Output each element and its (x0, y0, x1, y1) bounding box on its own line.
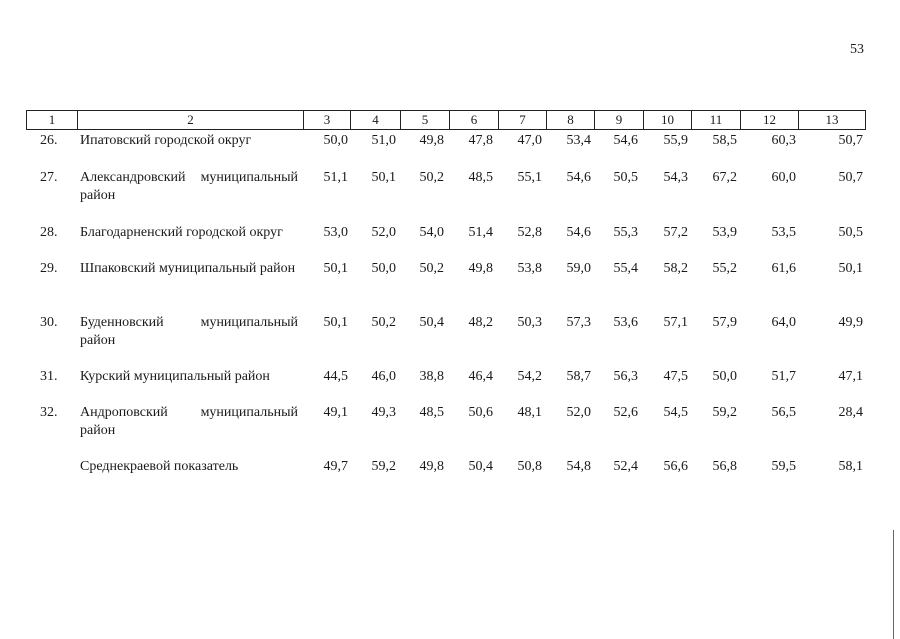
value-cell: 53,5 (771, 225, 796, 240)
value-cell: 53,4 (566, 133, 591, 148)
value-cell: 49,1 (323, 405, 348, 420)
value-cell: 50,5 (838, 225, 863, 240)
value-cell: 50,2 (371, 315, 396, 330)
value-cell: 50,1 (323, 315, 348, 330)
header-cell: 5 (401, 111, 450, 130)
value-cell: 53,9 (712, 225, 737, 240)
value-cell: 55,1 (517, 170, 542, 185)
value-cell: 50,8 (517, 459, 542, 474)
row-number: 27. (40, 170, 58, 185)
value-cell: 51,0 (371, 133, 396, 148)
value-cell: 59,5 (771, 459, 796, 474)
value-cell: 55,3 (613, 225, 638, 240)
value-cell: 54,6 (566, 170, 591, 185)
value-cell: 52,0 (566, 405, 591, 420)
value-cell: 59,0 (566, 261, 591, 276)
district-name: Андроповский муниципальный район (80, 405, 298, 438)
value-cell: 51,4 (468, 225, 493, 240)
value-cell: 49,8 (419, 459, 444, 474)
value-cell: 52,4 (613, 459, 638, 474)
value-cell: 48,2 (468, 315, 493, 330)
district-name: Ипатовский городской округ (80, 133, 252, 148)
value-cell: 50,7 (838, 170, 863, 185)
value-cell: 46,0 (371, 369, 396, 384)
value-cell: 57,3 (566, 315, 591, 330)
value-cell: 49,7 (323, 459, 348, 474)
row-number: 30. (40, 315, 58, 330)
value-cell: 50,3 (517, 315, 542, 330)
value-cell: 50,2 (419, 261, 444, 276)
value-cell: 55,4 (613, 261, 638, 276)
row-number: 31. (40, 369, 58, 384)
value-cell: 59,2 (371, 459, 396, 474)
header-cell: 2 (78, 111, 304, 130)
value-cell: 50,4 (419, 315, 444, 330)
district-name: Благодарненский городской округ (80, 225, 283, 240)
value-cell: 50,0 (712, 369, 737, 384)
value-cell: 49,8 (468, 261, 493, 276)
value-cell: 52,8 (517, 225, 542, 240)
header-cell: 10 (644, 111, 692, 130)
value-cell: 49,9 (838, 315, 863, 330)
row-number: 26. (40, 133, 58, 148)
value-cell: 54,6 (566, 225, 591, 240)
value-cell: 28,4 (838, 405, 863, 420)
value-cell: 57,9 (712, 315, 737, 330)
value-cell: 54,0 (419, 225, 444, 240)
value-cell: 56,5 (771, 405, 796, 420)
value-cell: 51,7 (771, 369, 796, 384)
value-cell: 48,1 (517, 405, 542, 420)
value-cell: 50,0 (371, 261, 396, 276)
value-cell: 50,7 (838, 133, 863, 148)
value-cell: 56,8 (712, 459, 737, 474)
table-row (0, 224, 900, 264)
value-cell: 54,2 (517, 369, 542, 384)
value-cell: 38,8 (419, 369, 444, 384)
row-number: 32. (40, 405, 58, 420)
table-row (0, 314, 900, 354)
value-cell: 50,1 (838, 261, 863, 276)
value-cell: 56,6 (663, 459, 688, 474)
value-cell: 47,8 (468, 133, 493, 148)
value-cell: 54,8 (566, 459, 591, 474)
value-cell: 50,2 (419, 170, 444, 185)
header-cell: 7 (499, 111, 547, 130)
value-cell: 57,1 (663, 315, 688, 330)
row-number: 29. (40, 261, 58, 276)
table-row (0, 404, 900, 444)
value-cell: 59,2 (712, 405, 737, 420)
value-cell: 54,3 (663, 170, 688, 185)
value-cell: 58,5 (712, 133, 737, 148)
value-cell: 51,1 (323, 170, 348, 185)
page-number: 53 (850, 42, 864, 57)
header-cell: 6 (450, 111, 499, 130)
summary-row (0, 458, 900, 498)
district-name: Александровский муниципальный район (80, 170, 298, 203)
table-row (0, 169, 900, 209)
value-cell: 50,0 (323, 133, 348, 148)
header-cell: 9 (595, 111, 644, 130)
value-cell: 52,6 (613, 405, 638, 420)
value-cell: 50,1 (323, 261, 348, 276)
header-row (27, 111, 866, 130)
value-cell: 50,6 (468, 405, 493, 420)
value-cell: 50,1 (371, 170, 396, 185)
value-cell: 50,5 (613, 170, 638, 185)
header-cell: 3 (304, 111, 351, 130)
district-name: Буденновский муниципальный район (80, 315, 298, 348)
value-cell: 57,2 (663, 225, 688, 240)
value-cell: 49,8 (419, 133, 444, 148)
value-cell: 47,1 (838, 369, 863, 384)
value-cell: 58,1 (838, 459, 863, 474)
table-row (0, 260, 900, 300)
value-cell: 53,6 (613, 315, 638, 330)
value-cell: 67,2 (712, 170, 737, 185)
value-cell: 54,6 (613, 133, 638, 148)
value-cell: 56,3 (613, 369, 638, 384)
value-cell: 48,5 (468, 170, 493, 185)
value-cell: 47,0 (517, 133, 542, 148)
value-cell: 55,9 (663, 133, 688, 148)
table-row (0, 132, 900, 172)
district-name: Курский муниципальный район (80, 369, 270, 384)
value-cell: 53,8 (517, 261, 542, 276)
value-cell: 55,2 (712, 261, 737, 276)
column-number-header (26, 110, 866, 130)
value-cell: 58,2 (663, 261, 688, 276)
value-cell: 54,5 (663, 405, 688, 420)
row-number: 28. (40, 225, 58, 240)
scan-edge-line (893, 530, 894, 639)
header-cell: 1 (27, 111, 78, 130)
value-cell: 46,4 (468, 369, 493, 384)
header-cell: 8 (547, 111, 595, 130)
value-cell: 47,5 (663, 369, 688, 384)
table-row (0, 368, 900, 408)
value-cell: 60,0 (771, 170, 796, 185)
value-cell: 44,5 (323, 369, 348, 384)
value-cell: 48,5 (419, 405, 444, 420)
value-cell: 60,3 (771, 133, 796, 148)
header-cell: 4 (351, 111, 401, 130)
value-cell: 49,3 (371, 405, 396, 420)
header-cell: 11 (692, 111, 741, 130)
header-cell: 12 (741, 111, 799, 130)
district-name: Среднекраевой показатель (80, 459, 239, 474)
value-cell: 58,7 (566, 369, 591, 384)
value-cell: 64,0 (771, 315, 796, 330)
value-cell: 50,4 (468, 459, 493, 474)
value-cell: 53,0 (323, 225, 348, 240)
header-cell: 13 (799, 111, 866, 130)
value-cell: 52,0 (371, 225, 396, 240)
value-cell: 61,6 (771, 261, 796, 276)
district-name: Шпаковский муниципальный район (80, 261, 296, 276)
